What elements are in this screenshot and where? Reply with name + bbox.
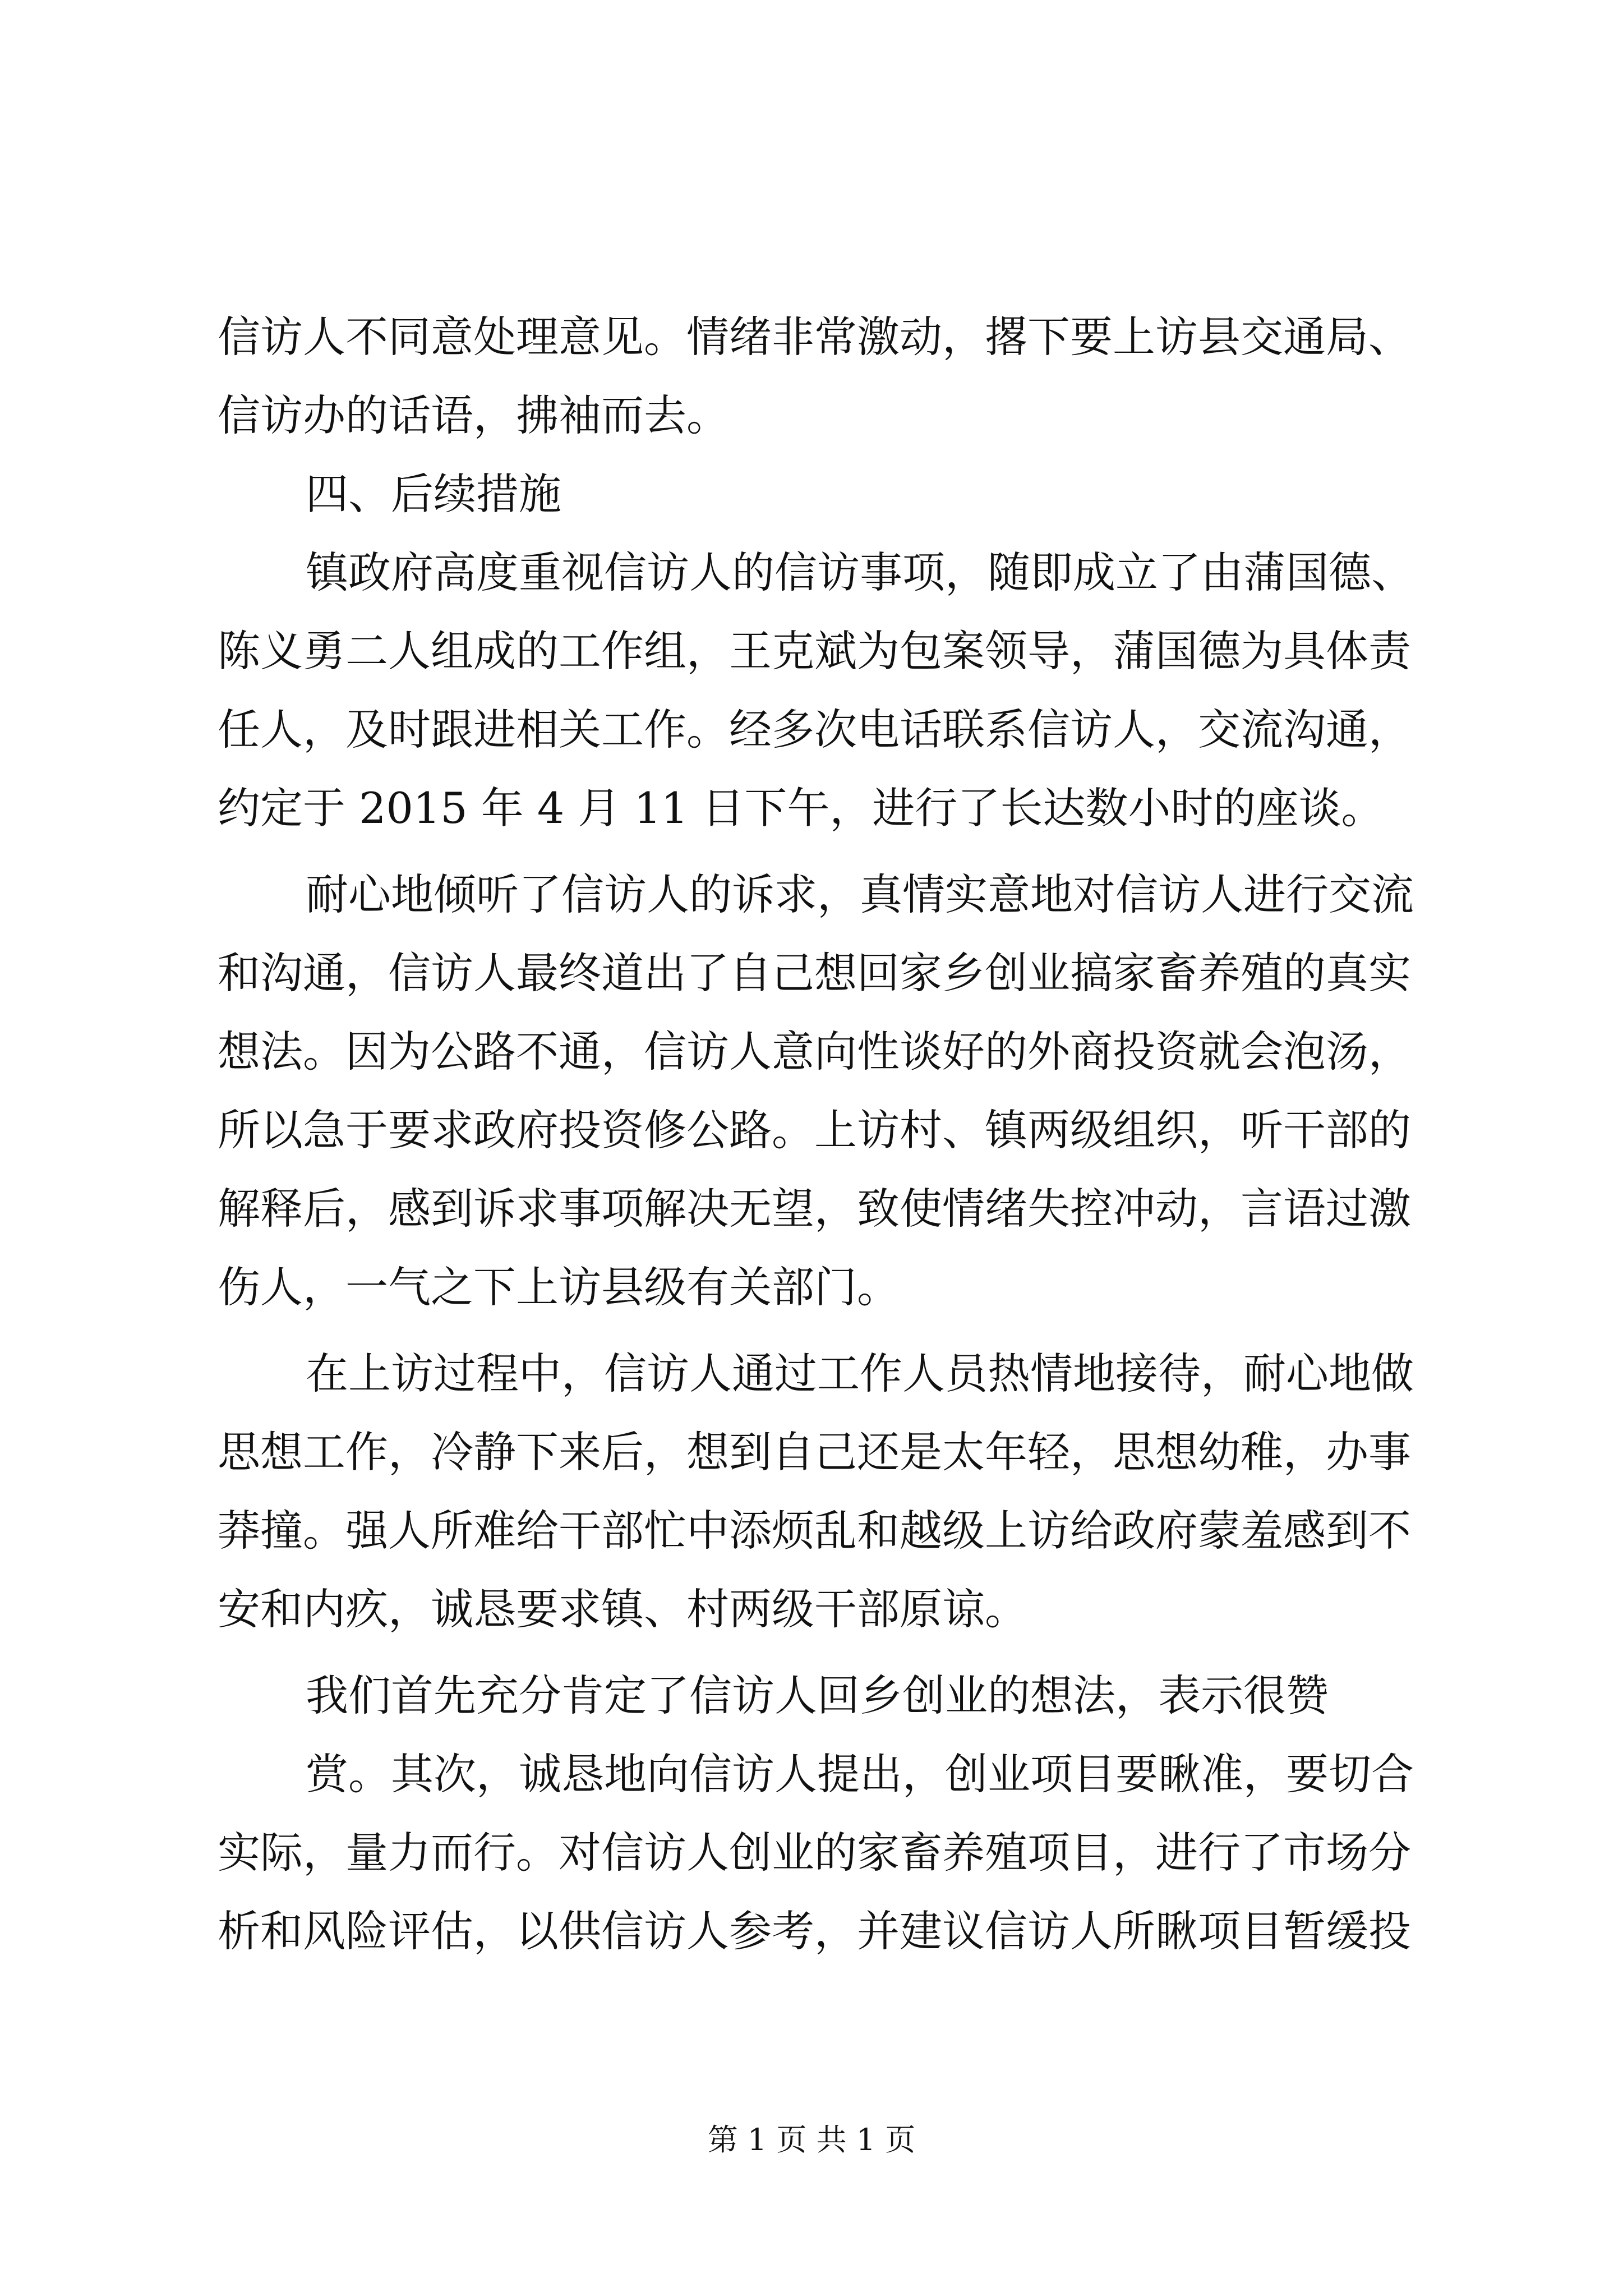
text-line: 所以急于要求政府投资修公路。上访村、镇两级组织，听干部的 <box>218 1105 1411 1155</box>
text-line: 和沟通，信访人最终道出了自己想回家乡创业搞家畜养殖的真实 <box>218 948 1411 998</box>
text-line: 我们首先充分肯定了信访人回乡创业的想法，表示很赞 <box>306 1671 1329 1720</box>
text-line: 信访人不同意处理意见。情绪非常激动，撂下要上访县交通局、 <box>218 312 1411 362</box>
text-line: 陈义勇二人组成的工作组，王克斌为包案领导，蒲国德为具体责 <box>218 626 1411 676</box>
text-line: 任人，及时跟进相关工作。经多次电话联系信访人，交流沟通， <box>218 705 1411 754</box>
text-line: 莽撞。强人所难给干部忙中添烦乱和越级上访给政府蒙羞感到不 <box>218 1506 1411 1556</box>
text-line: 想法。因为公路不通，信访人意向性谈好的外商投资就会泡汤， <box>218 1027 1411 1076</box>
text-line: 思想工作，冷静下来后，想到自己还是太年轻，思想幼稚，办事 <box>218 1427 1411 1477</box>
text-line: 耐心地倾听了信访人的诉求，真情实意地对信访人进行交流 <box>306 869 1414 919</box>
text-line: 解释后，感到诉求事项解决无望，致使情绪失控冲动，言语过激 <box>218 1184 1411 1234</box>
text-line: 约定于 2015 年 4 月 11 日下午，进行了长达数小时的座谈。 <box>218 783 1384 833</box>
text-line: 在上访过程中，信访人通过工作人员热情地接待，耐心地做 <box>306 1349 1414 1398</box>
text-line: 镇政府高度重视信访人的信访事项，随即成立了由蒲国德、 <box>306 547 1414 597</box>
text-line: 实际，量力而行。对信访人创业的家畜养殖项目，进行了市场分 <box>218 1828 1411 1878</box>
page-number: 第 1 页 共 1 页 <box>707 2122 916 2157</box>
text-line: 析和风险评估，以供信访人参考，并建议信访人所瞅项目暂缓投 <box>218 1906 1411 1956</box>
text-line: 信访办的话语，拂袖而去。 <box>218 390 729 440</box>
section-heading: 四、后续措施 <box>306 469 561 519</box>
text-line: 安和内疚，诚恳要求镇、村两级干部原谅。 <box>218 1584 1027 1634</box>
text-line: 伤人，一气之下上访县级有关部门。 <box>218 1262 900 1312</box>
text-line: 赏。其次，诚恳地向信访人提出，创业项目要瞅准，要切合 <box>306 1749 1414 1799</box>
